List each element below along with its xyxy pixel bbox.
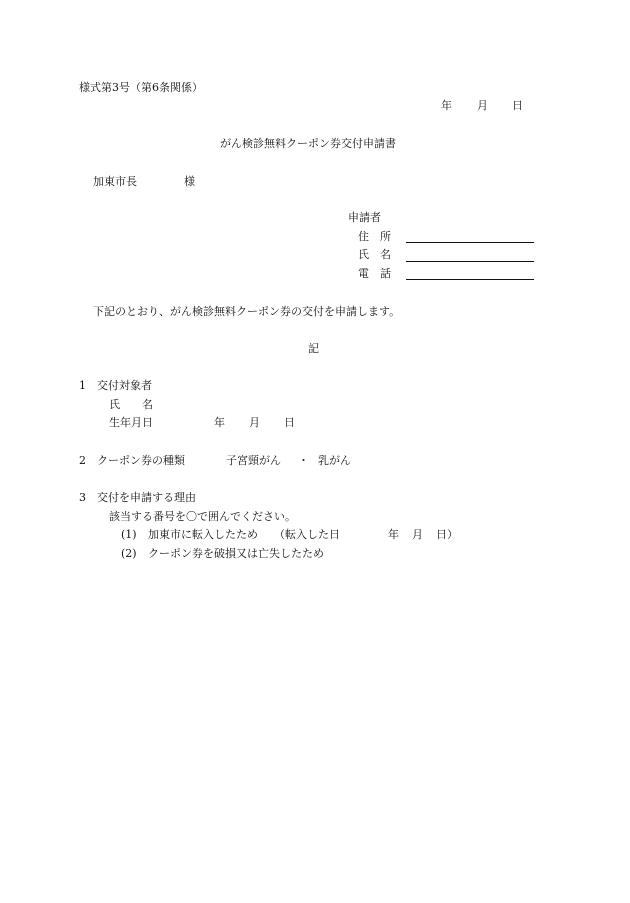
date-day-label: 日	[512, 99, 523, 112]
coupon-option-separator: ・	[298, 454, 309, 467]
form-number: 様式第3号（第6条関係）	[79, 81, 203, 94]
section1-title: 交付対象者	[97, 379, 152, 392]
reason1-detail-prefix: （転入した日	[274, 528, 340, 541]
addressee: 加東市長	[93, 175, 137, 188]
date-month-label: 月	[477, 99, 488, 112]
section1-birth-label: 生年月日	[109, 416, 153, 429]
reason2-text: クーポン券を破損又は亡失したため	[148, 547, 324, 560]
reason1-year: 年	[388, 528, 399, 541]
document-title: がん検診無料クーポン券交付申請書	[220, 137, 396, 150]
reason1-month: 月	[412, 528, 423, 541]
section2-number: 2	[79, 454, 86, 467]
ki-heading: 記	[308, 342, 319, 355]
reason1-day: 日）	[436, 528, 458, 541]
honorific: 様	[184, 175, 195, 188]
section3-number: 3	[79, 491, 86, 504]
section1-birth-year: 年	[214, 416, 225, 429]
section3-title: 交付を申請する理由	[97, 491, 196, 504]
applicant-address-field[interactable]	[406, 242, 534, 243]
coupon-option-breast[interactable]: 乳がん	[318, 454, 351, 467]
applicant-name-field[interactable]	[406, 261, 534, 262]
applicant-address-label: 住 所	[358, 230, 391, 243]
reason1-number[interactable]: (1)	[121, 528, 137, 541]
section3-instruction: 該当する番号を〇で囲んでください。	[109, 510, 296, 523]
applicant-name-label: 氏 名	[358, 248, 391, 261]
section1-number: 1	[79, 379, 86, 392]
section1-birth-day: 日	[284, 416, 295, 429]
coupon-option-cervical[interactable]: 子宮頸がん	[226, 454, 281, 467]
reason2-number[interactable]: (2)	[121, 547, 137, 560]
date-year-label: 年	[441, 99, 452, 112]
applicant-phone-field[interactable]	[406, 279, 534, 280]
section2-title: クーポン券の種類	[97, 454, 185, 467]
applicant-heading: 申請者	[348, 211, 381, 224]
reason1-text: 加東市に転入したため	[148, 528, 258, 541]
request-text: 下記のとおり、がん検診無料クーポン券の交付を申請します。	[93, 305, 401, 318]
applicant-phone-label: 電 話	[358, 267, 391, 280]
section1-name-label: 氏 名	[109, 398, 153, 411]
section1-birth-month: 月	[249, 416, 260, 429]
